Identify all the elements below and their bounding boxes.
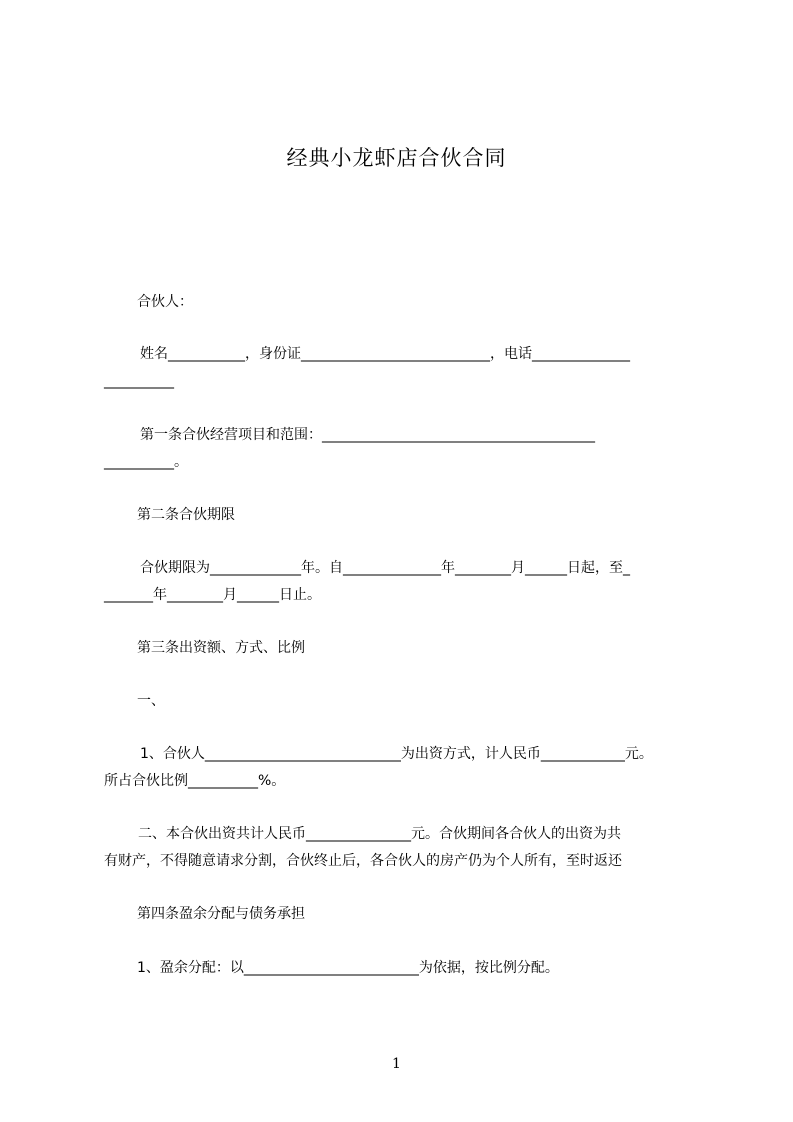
- article3-clause2-line-cont: 有财产，不得随意请求分割，合伙终止后，各合伙人的房产仍为个人所有，至时返还: [104, 853, 622, 869]
- partner-info-line: 姓名___________，身份证___________________________，电话______________: [140, 346, 630, 362]
- article2-term-line: 合伙期限为_____________年。自______________年________月______日起，至_: [140, 560, 630, 576]
- document-title: 经典小龙虾店合伙合同: [286, 146, 507, 170]
- article4-clause1-line: 1、盈余分配：以_________________________为依据，按比例分配。: [137, 960, 559, 976]
- article3-heading: 第三条出资额、方式、比例: [137, 640, 305, 656]
- partner-heading: 合伙人：: [137, 294, 193, 310]
- article3-clause1-line: 1、合伙人____________________________为出资方式，计人民币____________元。: [140, 746, 653, 762]
- article2-term-line-cont: _______年________月______日止。: [104, 587, 321, 603]
- article3-clause1-line-cont: 所占合伙比例__________%。: [104, 773, 286, 789]
- partner-info-line-cont: __________: [104, 373, 174, 389]
- article4-heading: 第四条盈余分配与债务承担: [137, 906, 305, 922]
- article1-line-cont: __________。: [104, 454, 188, 470]
- page-number: 1: [392, 1056, 401, 1072]
- article2-heading: 第二条合伙期限: [137, 507, 235, 523]
- article1-line: 第一条合伙经营项目和范围：_______________________________________: [140, 427, 595, 443]
- article3-item-one: 一、: [137, 693, 165, 709]
- article3-clause2-line: 二、本合伙出资共计人民币_______________元。合伙期间各合伙人的出资为共: [138, 826, 621, 842]
